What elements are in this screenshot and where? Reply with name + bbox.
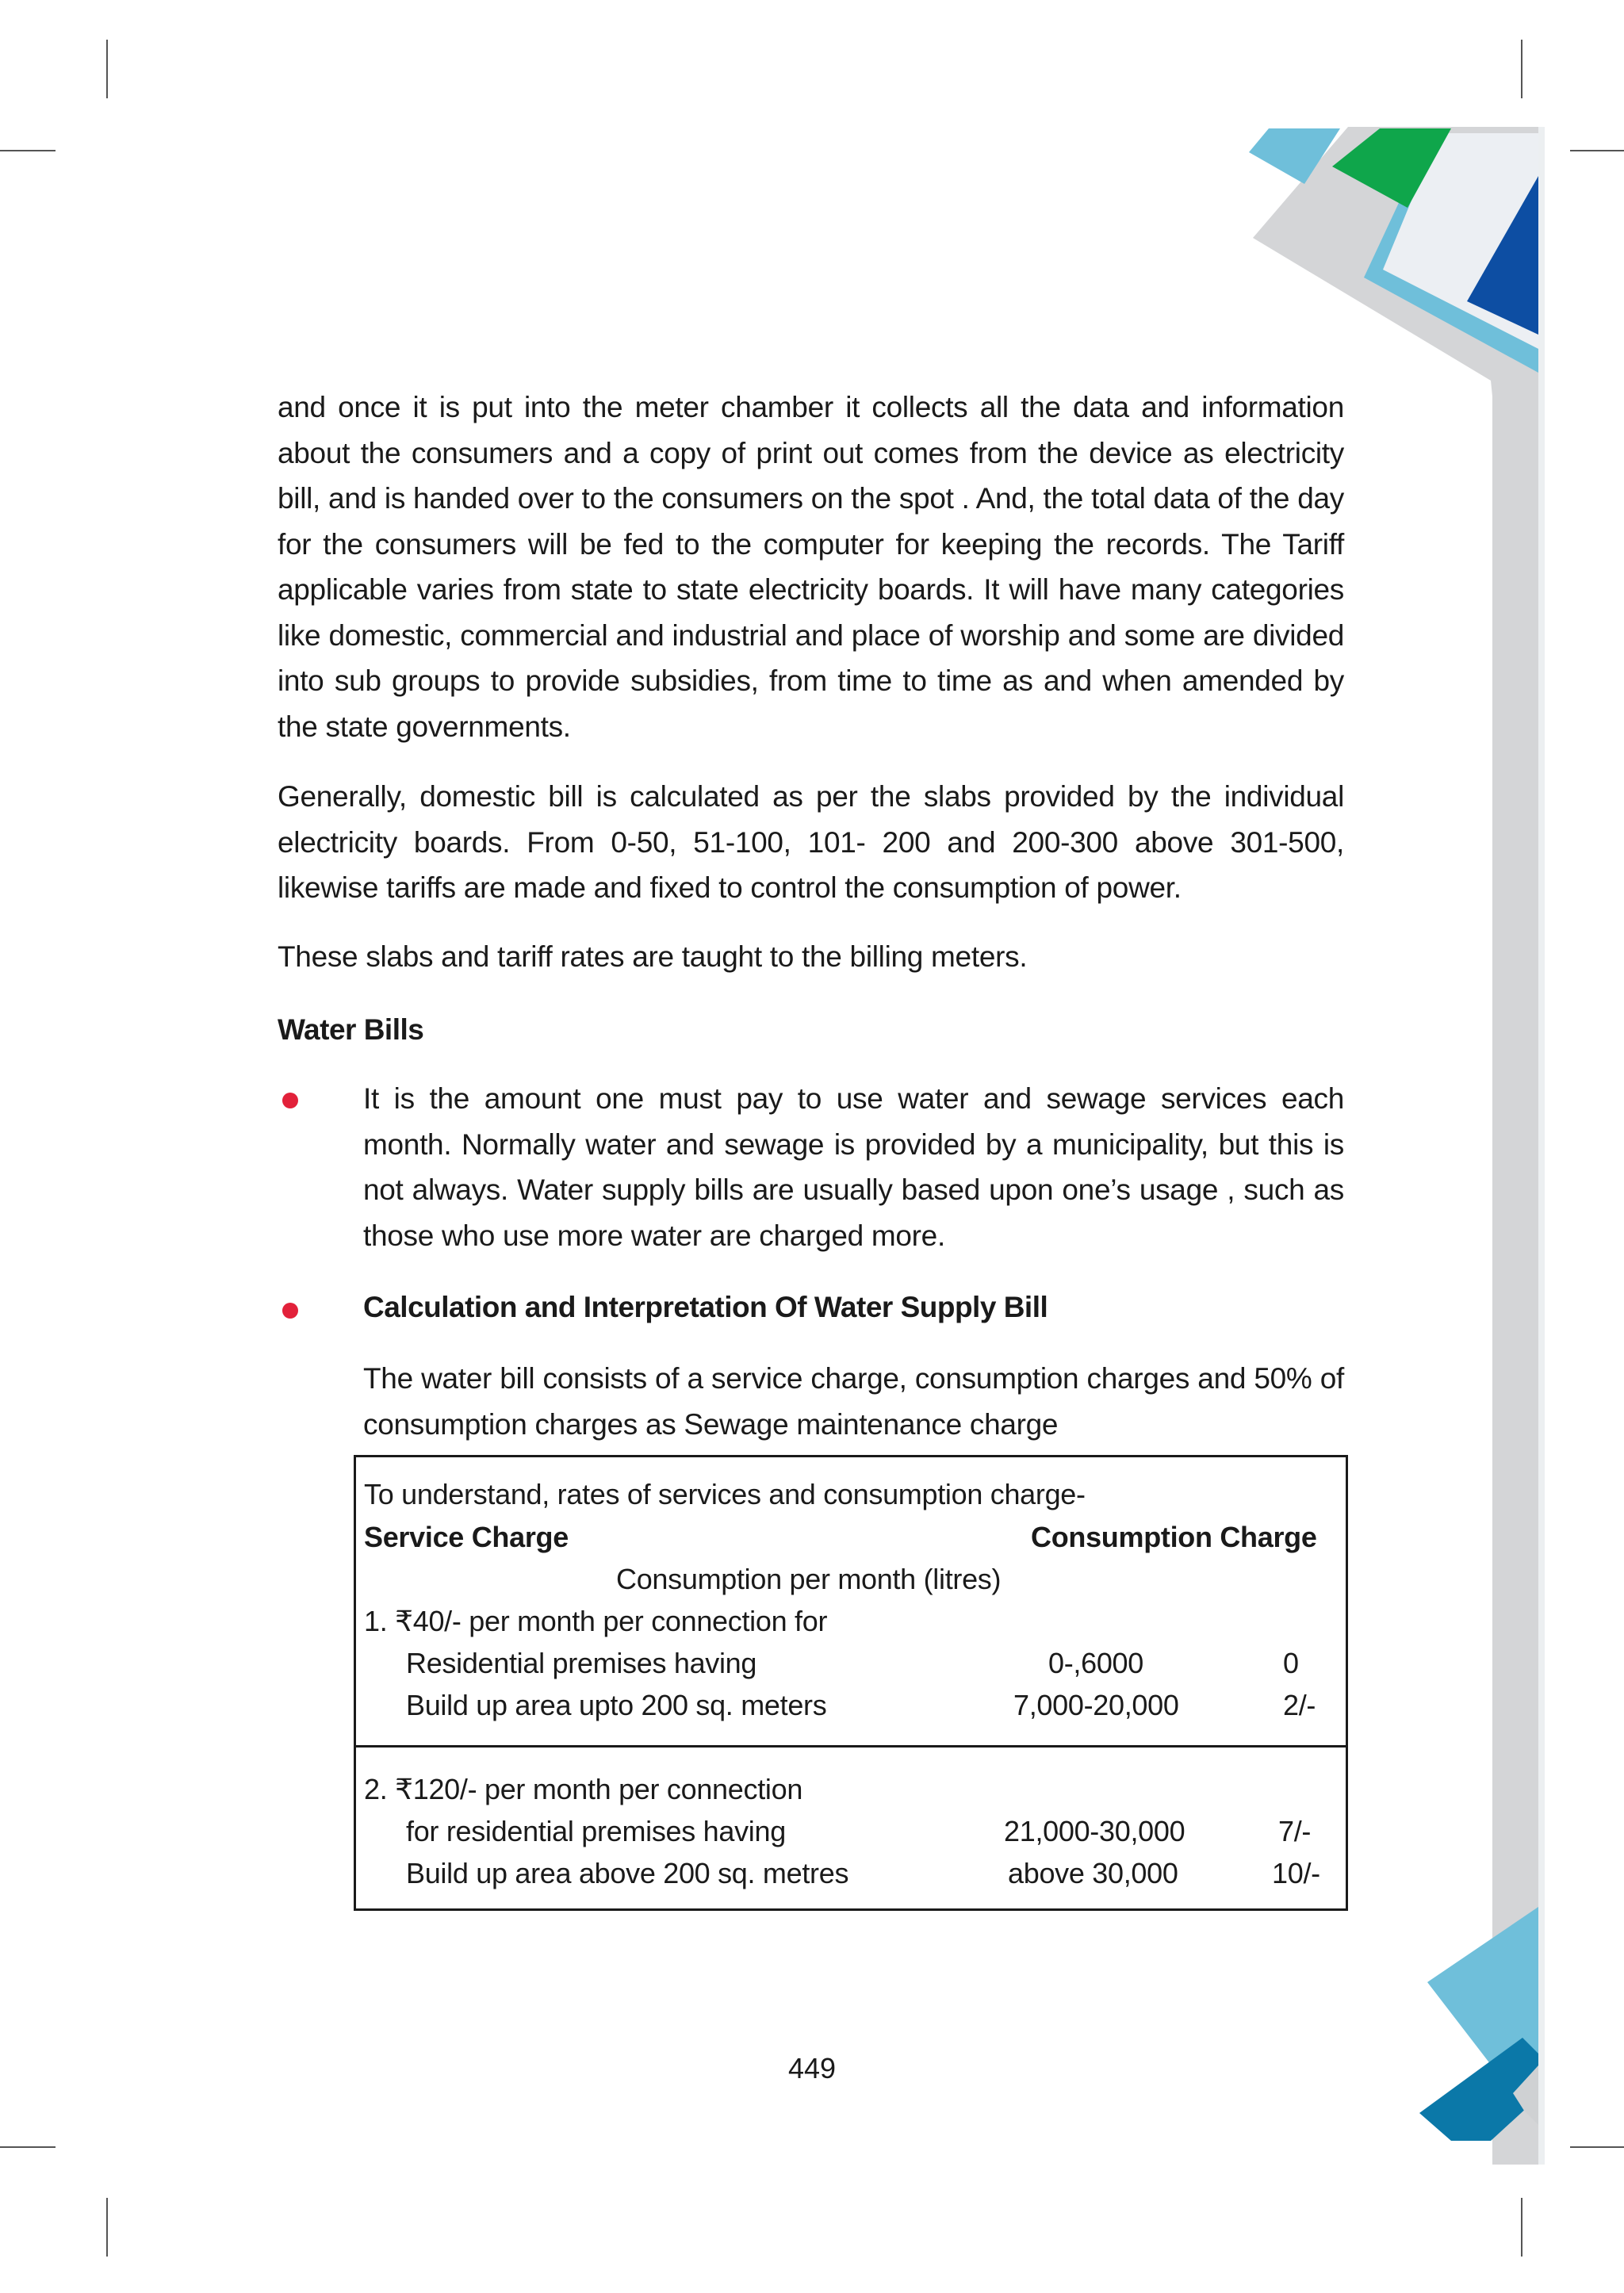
paragraph-domestic-slabs: Generally, domestic bill is calculated as per the slabs provided by the individual electricity boards. From 0-50, 51-100, 101- 200 and 200-300 above 301-500, likewise tariffs are made and fixed to control the consumption of power.: [278, 780, 1344, 904]
service-charge-header: Service Charge: [364, 1521, 569, 1553]
rate-table: [354, 1455, 1348, 1911]
consumption-rate: 10/-: [1272, 1857, 1320, 1889]
service-line-2a: 2. ₹120/- per month per connection: [364, 1773, 803, 1805]
side-band: [1492, 381, 1538, 2165]
consumption-range: 0-,6000: [1048, 1647, 1143, 1679]
page-number: 449: [787, 2052, 837, 2084]
water-bill-definition: It is the amount one must pay to use water and sewage services each month. Normally water and sewage is provided by a municipality, but this is not always. Water supply bills are usually based upon one’s usage , such as those who use more water are charged more.: [363, 1082, 1344, 1252]
side-band-edge: [1538, 127, 1545, 2165]
service-line-1b: Residential premises having: [406, 1647, 757, 1679]
rate-table-intro: To understand, rates of services and consumption charge-: [364, 1478, 1086, 1510]
slabs-paragraph: [278, 934, 1344, 980]
consumption-charge-header: Consumption Charge: [1031, 1521, 1317, 1553]
table-divider: [356, 1745, 1346, 1748]
consumption-range: 21,000-30,000: [1004, 1815, 1185, 1847]
consumption-subheader: Consumption per month (litres): [616, 1563, 1002, 1595]
section-heading-water-bills: Water Bills: [278, 1013, 424, 1046]
consumption-rate: 2/-: [1283, 1689, 1316, 1721]
consumption-range: 7,000-20,000: [1013, 1689, 1179, 1721]
subheading-calculation: Calculation and Interpretation Of Water Supply Bill: [363, 1291, 1048, 1323]
consumption-range: above 30,000: [1008, 1857, 1178, 1889]
domestic-bill-paragraph: [278, 774, 1344, 911]
bullet-icon: [282, 1303, 298, 1319]
service-line-1a: 1. ₹40/- per month per connection for: [364, 1605, 828, 1637]
paragraph-billing-meters: These slabs and tariff rates are taught to the billing meters.: [278, 940, 1028, 973]
consumption-rate: 0: [1283, 1647, 1299, 1679]
consumption-rate: 7/-: [1278, 1815, 1312, 1847]
service-line-2c: Build up area above 200 sq. metres: [406, 1857, 849, 1889]
intro-paragraph: [278, 385, 1344, 749]
water-bill-composition: The water bill consists of a service charge, consumption charges and 50% of consumption charges as Sewage maintenance charge: [363, 1362, 1344, 1441]
service-line-2b: for residential premises having: [406, 1815, 786, 1847]
bullet-icon: [282, 1093, 298, 1108]
paragraph-meter-billing: and once it is put into the meter chamber it collects all the data and information about the consumers and a copy of print out comes from the device as electricity bill, and is handed over to the consumers on the spot . And, the total data of the day for the consumers will be fed to the computer for keeping the records. The Tariff applicable varies from state to state electricity boards. It will have many categories like domestic, commercial and industrial and place of worship and some are divided into sub groups to provide subsidies, from time to time as and when amended by the state governments.: [278, 391, 1344, 743]
service-line-1c: Build up area upto 200 sq. meters: [406, 1689, 827, 1721]
